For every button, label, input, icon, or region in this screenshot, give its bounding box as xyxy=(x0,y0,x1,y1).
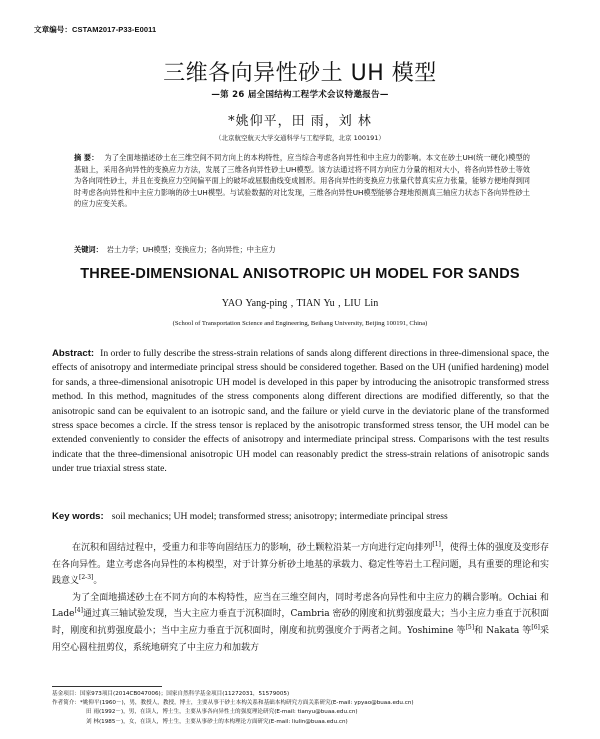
body-text-run: 。 xyxy=(93,576,103,587)
citation: [4] xyxy=(74,607,83,615)
body-text xyxy=(52,540,549,656)
keywords-chinese-text: 岩土力学；UH模型；变换应力；各向异性；中主应力 xyxy=(106,245,276,254)
abstract-chinese xyxy=(74,152,530,210)
keywords-chinese-label: 关键词： xyxy=(74,245,103,254)
footnote-author-bio: 刘 林(1985－)，女，在读人，博士生，主要从事砂土的本构理论方面研究(E-mail: liulin@buaa.edu.cn) xyxy=(86,718,348,725)
body-paragraph xyxy=(52,590,549,656)
body-text-run: 通过真三轴试验发现，当大主应力垂直于沉积面时，Cambria 密砂的刚度和抗剪强度最大；当小主应力垂直于沉积面时，刚度和抗剪强度最小；当中主应力垂直于沉积面时，刚度和抗剪强度介于两者之间。Yoshimine 等 xyxy=(52,609,549,636)
keywords-chinese xyxy=(74,244,530,255)
paper-title-english: THREE-DIMENSIONAL ANISOTROPIC UH MODEL FOR SANDS xyxy=(80,266,520,282)
abstract-english xyxy=(52,347,549,477)
abstract-english-text: In order to fully describe the stress-strain relations of sands along different directions in three-dimensional space, the effects of anisotropy and intermediate principal stress should be considered together. Based on the UH (unified hardening) model for sands, a three-dimensional anisotropic UH model is developed in this paper by introducing the anisotropic transformed stress method. In this method, magnitudes of the stress components along different directions are modified differently, so that the anisotropic sand can be equivalent to an isotropic sand, and the failure or yield curve in the deviatoric plane of the transformed stress space becomes a circle. If the stress tensor is replaced by the anisotropic transformed stress tensor, the UH model can be extended conveniently to consider the effects of anisotropy and intermediate principal stress. Comparisons with the test results indicate that the three-dimensional anisotropic UH model can reasonably predict the stress-strain relations of anisotropic sands under true triaxial stress state. xyxy=(52,348,549,475)
affiliation-chinese: （北京航空航天大学交通科学与工程学院，北京 100191） xyxy=(215,134,385,142)
abstract-chinese-text: 为了全面地描述砂土在三维空间不同方向上的本构特性，应当综合考虑各向异性和中主应力的影响。本文在砂土UH(统一硬化)模型的基础上，采用各向异性的变换应力方法，发展了三维各向异性砂土UH模型。该方法通过将不同方向应力分量的相对大小，将各向异性砂土等效为各向同性砂土，并且在变换应力空间偏平面上的破坏或屈服曲线变成圆形。用各向异性的变换应力张量代替真实应力张量，能够方便地得到同时考虑各向异性和中主应力影响的砂土UH模型。与试验数据的对比发现，三维各向异性UH模型能够合理地预测真三轴应力状态下各向异性砂土的应力应变关系。 xyxy=(74,153,530,209)
authors-chinese: *姚仰平，田 雨，刘 林 xyxy=(228,114,372,129)
body-text-run: 在沉积和固结过程中，受重力和非等向固结压力的影响，砂土颗粒沿某一方向进行定向排列 xyxy=(72,543,433,553)
body-text-run: 为了全面地描述砂土在不同方向的本构特性，应当在三维空间内，同时考虑各向异性和中主应力的耦合影响。Ochiai 和 Lade xyxy=(52,592,549,620)
body-paragraph xyxy=(52,540,549,590)
citation: [2-3] xyxy=(79,574,94,582)
affiliation-english: (School of Transportation Science and Engineering, Beihang University, Beijing 100191, China) xyxy=(172,320,428,327)
footnote-author-bio: 作者简介：*姚仰平(1960－)，男，教授人，教授，博士，主要从事于砂土本构关系和基础本构研究方面关系研究(E-mail: ypyao@buaa.edu.cn) xyxy=(52,700,414,707)
footnotes xyxy=(52,690,552,727)
paper-subtitle-chinese: —第 26 届全国结构工程学术会议特邀报告— xyxy=(211,90,389,100)
keywords-english xyxy=(52,510,549,523)
paper-title-chinese: 三维各向异性砂土 UH 模型 xyxy=(163,61,437,86)
body-text-run: 采用空心圆柱扭剪仪，系统地研究了中主应力和加载方 xyxy=(52,625,549,653)
keywords-english-text: soil mechanics; UH model; transformed stress; anisotropy; intermediate principal stress xyxy=(111,511,448,522)
body-text-run: 和 Nakata 等 xyxy=(474,625,532,636)
citation: [5] xyxy=(465,623,475,631)
citation: [6] xyxy=(531,623,540,631)
abstract-english-label: Abstract: xyxy=(52,348,95,359)
citation: [1] xyxy=(432,541,441,548)
footnote-author-bio: 田 雨(1992－)，男，在读人，博士生，主要从事各向异性土的强度理论研究(E-mail: tianyu@buaa.edu.cn) xyxy=(86,709,358,716)
footnote-divider xyxy=(52,686,162,687)
article-number: 文章编号：CSTAM2017-P33-E0011 xyxy=(34,25,157,34)
authors-english: YAO Yang-ping , TIAN Yu , LIU Lin xyxy=(221,298,379,309)
footnote-funding: 基金项目：国家973项目(2014CB047006)；国家自然科学基金项目(11272031，51579005) xyxy=(52,691,290,697)
keywords-english-label: Key words: xyxy=(52,511,104,522)
abstract-chinese-label: 摘 要： xyxy=(74,153,99,162)
body-text-run: ，使得土体的强度及变形存在各向异性。建立考虑各向异性的本构模型，对于计算分析砂土地基的承载力、稳定性等岩土工程问题，具有重要的理论和实践意义 xyxy=(52,543,549,587)
